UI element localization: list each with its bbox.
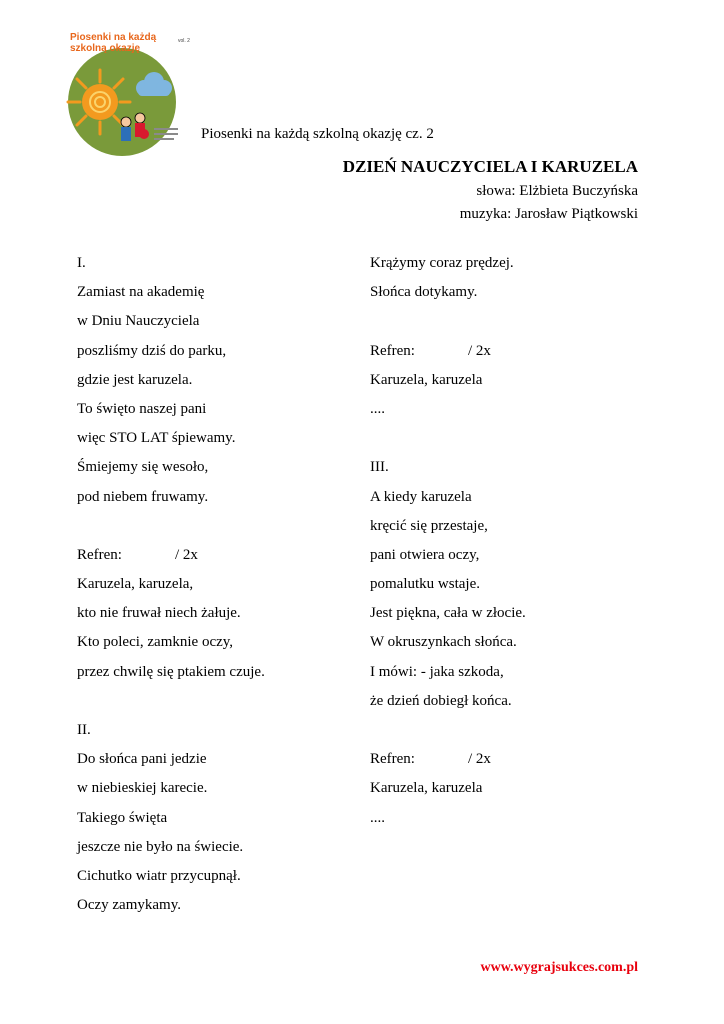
lyric-line: Kto poleci, zamknie oczy, <box>77 634 234 651</box>
lyric-line: .... <box>370 809 385 826</box>
lyric-line: Karuzela, karuzela, <box>77 576 194 593</box>
lyric-line: więc STO LAT śpiewamy. <box>77 430 236 447</box>
lyric-line: Karuzela, karuzela <box>370 780 483 797</box>
refrain-repeat: / 2x <box>175 546 198 563</box>
refrain-label: Refren: <box>77 546 122 563</box>
lyric-line: że dzień dobiegł końca. <box>370 692 512 709</box>
lyric-line: Krążymy coraz prędzej. <box>370 255 514 271</box>
lyric-line: I. <box>77 255 86 271</box>
lyric-line: Słońca dotykamy. <box>370 284 478 301</box>
lyric-line: W okruszynkach słońca. <box>370 634 517 651</box>
refrain-label: Refren: <box>370 751 415 768</box>
logo-title-text: Piosenki na każdą szkolną okazję <box>70 32 157 54</box>
lyric-line: pod niebem fruwamy. <box>77 488 209 505</box>
lyric-line: I mówi: - jaka szkoda, <box>370 663 504 680</box>
songbook-logo <box>58 30 198 160</box>
song-title: DZIEŃ NAUCZYCIELA I KARUZELA <box>342 157 638 176</box>
lyric-line: Śmiejemy się wesoło, <box>77 459 209 476</box>
blank-line <box>77 512 337 541</box>
lyric-line: w Dniu Nauczyciela <box>77 313 200 330</box>
lyric-line: Cichutko wiatr przycupnął. <box>77 867 241 884</box>
lyrics-right-column <box>370 249 650 833</box>
lyric-line: przez chwilę się ptakiem czuje. <box>77 663 265 680</box>
lyric-line: Takiego święta <box>77 809 168 826</box>
lyric-line: Oczy zamykamy. <box>77 897 181 914</box>
lyrics-author: słowa: Elżbieta Buczyńska <box>476 183 638 199</box>
series-line: Piosenki na każdą szkolną okazję cz. 2 <box>201 126 434 142</box>
blank-line <box>77 687 337 716</box>
lyrics-left-column <box>77 249 337 920</box>
refrain-repeat: / 2x <box>468 751 491 768</box>
lyric-line: A kiedy karuzela <box>370 488 472 505</box>
blank-line <box>370 716 650 745</box>
refrain-label: Refren: <box>370 342 415 359</box>
refrain-marker <box>370 337 650 366</box>
blank-line <box>370 424 650 453</box>
lyric-line: w niebieskiej karecie. <box>77 780 208 797</box>
lyric-line: III. <box>370 459 389 476</box>
lyric-line: kręcić się przestaje, <box>370 517 488 534</box>
lyric-line: Karuzela, karuzela <box>370 371 483 388</box>
lyric-line: To święto naszej pani <box>77 400 207 417</box>
lyric-line: Do słońca pani jedzie <box>77 751 207 768</box>
lyric-line: .... <box>370 400 385 417</box>
refrain-marker <box>370 745 650 774</box>
refrain-marker <box>77 541 337 570</box>
lyric-line: gdzie jest karuzela. <box>77 371 193 388</box>
lyric-line: poszliśmy dziś do parku, <box>77 342 227 359</box>
lyric-line: kto nie fruwał niech żałuje. <box>77 605 241 622</box>
music-author: muzyka: Jarosław Piątkowski <box>459 206 638 222</box>
blank-line <box>370 307 650 336</box>
lyric-line: Zamiast na akademię <box>77 284 205 301</box>
lyric-line: II. <box>77 722 91 738</box>
lyric-line: pani otwiera oczy, <box>370 546 480 563</box>
lyric-line: jeszcze nie było na świecie. <box>77 838 244 855</box>
lyric-line: pomalutku wstaje. <box>370 576 480 593</box>
website-link[interactable]: www.wygrajsukces.com.pl <box>480 960 638 975</box>
logo-volume-text: vol. 2 <box>178 38 190 44</box>
refrain-repeat: / 2x <box>468 342 491 359</box>
lyric-line: Jest piękna, cała w złocie. <box>370 605 526 622</box>
